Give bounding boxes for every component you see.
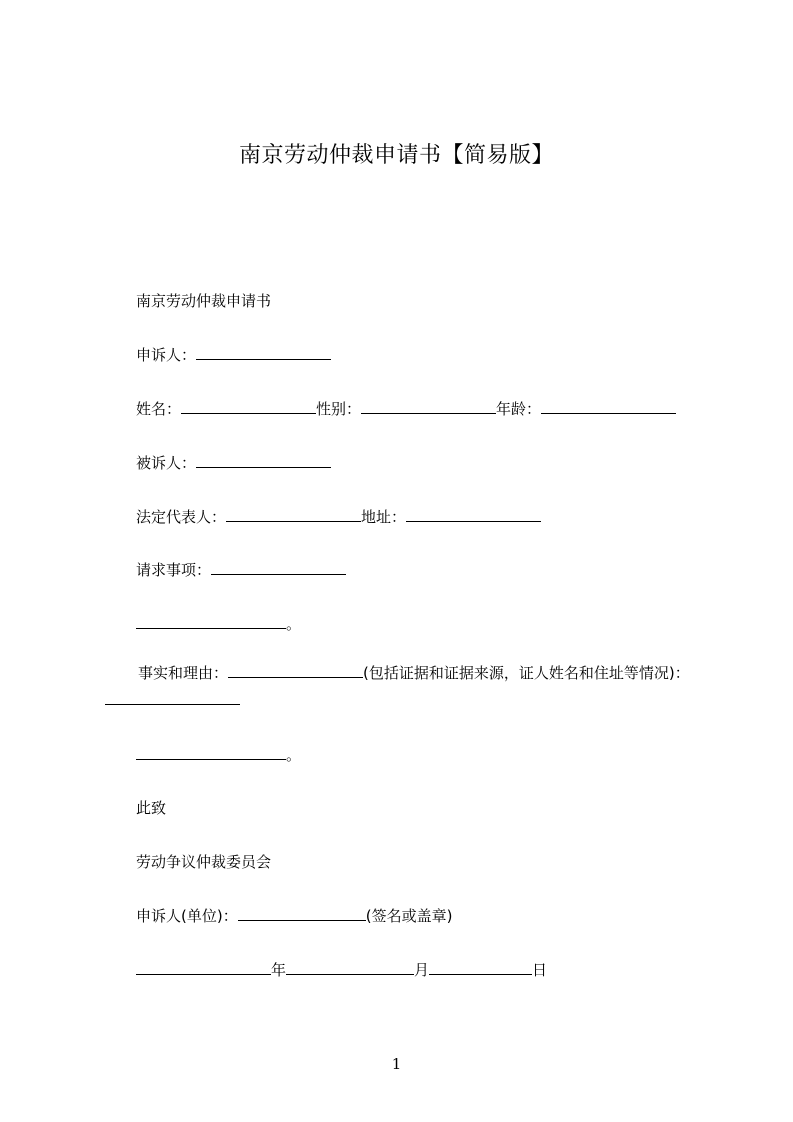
- facts-field[interactable]: [228, 663, 363, 678]
- facts-period: 。: [286, 746, 302, 764]
- gender-label: 性别：: [316, 400, 362, 418]
- signature-label: 申诉人(单位)：: [136, 907, 238, 925]
- legal-rep-label: 法定代表人：: [136, 508, 227, 526]
- applicant-label: 申诉人：: [136, 346, 197, 364]
- address-label: 地址：: [361, 508, 407, 526]
- day-label: 日: [532, 961, 548, 979]
- recipient: 劳动争议仲裁委员会: [136, 853, 272, 871]
- respondent-line: [136, 453, 331, 473]
- recipient-line: [136, 852, 271, 872]
- month-label: 月: [414, 961, 430, 979]
- name-label: 姓名：: [136, 400, 182, 418]
- facts-continuation-field[interactable]: [136, 745, 286, 760]
- claims-label: 请求事项：: [136, 561, 212, 579]
- personal-info-line: [136, 399, 676, 419]
- month-field[interactable]: [286, 960, 414, 975]
- claims-period: 。: [286, 615, 302, 633]
- signature-field[interactable]: [238, 906, 366, 921]
- signature-line: [136, 906, 452, 926]
- claims-field[interactable]: [211, 560, 346, 575]
- gender-field[interactable]: [361, 399, 496, 414]
- heading-line: [136, 291, 271, 311]
- facts-note-field[interactable]: [105, 690, 240, 705]
- facts-paragraph: [105, 660, 705, 714]
- legal-rep-field[interactable]: [226, 507, 361, 522]
- address-field[interactable]: [406, 507, 541, 522]
- salutation-line: [136, 798, 166, 818]
- claims-continuation-field[interactable]: [136, 614, 286, 629]
- respondent-field[interactable]: [196, 453, 331, 468]
- day-field[interactable]: [429, 960, 532, 975]
- facts-note: (包括证据和证据来源，证人姓名和住址等情况)：: [363, 664, 690, 682]
- facts-continuation-line: [136, 745, 301, 765]
- document-title: 南京劳动仲裁申请书【简易版】: [238, 143, 554, 168]
- signature-note: (签名或盖章): [365, 907, 453, 925]
- age-field[interactable]: [541, 399, 676, 414]
- page-number: 1: [391, 1055, 402, 1073]
- age-label: 年龄：: [496, 400, 542, 418]
- closing-salutation: 此致: [136, 799, 167, 817]
- claims-line: [136, 560, 346, 580]
- heading: 南京劳动仲裁申请书: [136, 292, 272, 310]
- respondent-label: 被诉人：: [136, 454, 197, 472]
- name-field[interactable]: [181, 399, 316, 414]
- legal-rep-line: [136, 507, 541, 527]
- year-field[interactable]: [136, 960, 271, 975]
- facts-label: 事实和理由：: [138, 664, 229, 682]
- date-line: [136, 960, 547, 980]
- applicant-field[interactable]: [196, 345, 331, 360]
- year-label: 年: [271, 961, 287, 979]
- claims-continuation-line: [136, 614, 301, 634]
- applicant-line: [136, 345, 331, 365]
